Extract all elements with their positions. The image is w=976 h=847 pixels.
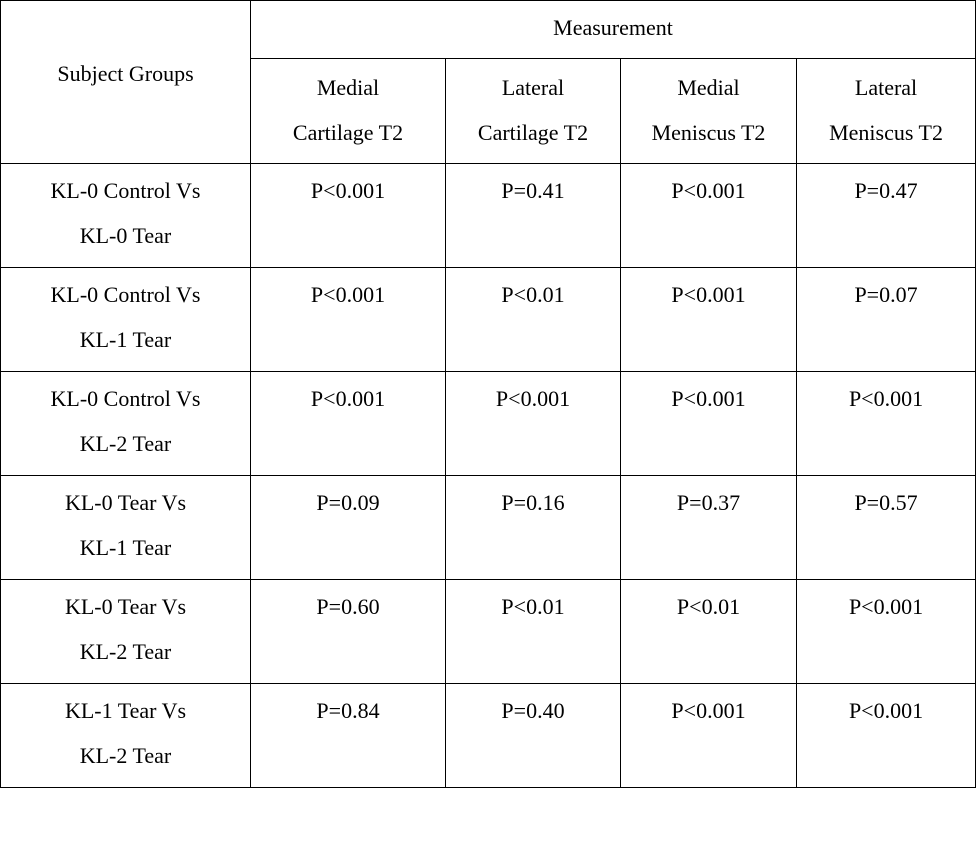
value-cell: P<0.001 [797,372,976,476]
value-cell: P<0.001 [446,372,621,476]
subject-groups-header: Subject Groups [1,1,251,164]
group-cell [1,476,251,580]
value-cell: P<0.001 [621,268,797,372]
measurement-header: Measurement [251,1,976,59]
value-cell: P<0.01 [446,580,621,684]
value-cell: P<0.001 [797,580,976,684]
value-cell: P=0.60 [251,580,446,684]
column-header-line: Lateral [501,75,565,100]
column-header-line: Cartilage T2 [292,120,404,145]
group-cell [1,684,251,788]
value-cell: P=0.84 [251,684,446,788]
value-cell: P<0.001 [797,684,976,788]
column-header-line: Medial [677,75,740,100]
group-cell [1,164,251,268]
group-line: KL-1 Tear [79,535,172,560]
group-line: KL-1 Tear [79,327,172,352]
column-header-medial-cartilage [251,59,446,164]
group-line: KL-0 Control Vs [50,386,201,411]
group-line: KL-0 Tear [79,223,172,248]
group-line: KL-0 Tear Vs [64,490,187,515]
value-cell: P=0.41 [446,164,621,268]
group-line: KL-0 Tear Vs [64,594,187,619]
column-header-line: Medial [316,75,380,100]
column-header-line: Cartilage T2 [477,120,589,145]
value-cell: P=0.09 [251,476,446,580]
value-cell: P<0.001 [251,164,446,268]
value-cell: P<0.001 [621,684,797,788]
table-row [1,164,976,268]
column-header-medial-meniscus [621,59,797,164]
header-row-top [1,1,976,59]
value-cell: P<0.01 [621,580,797,684]
value-cell: P<0.001 [621,372,797,476]
table-row [1,372,976,476]
table-header [1,1,976,164]
column-header-lateral-meniscus [797,59,976,164]
group-line: KL-2 Tear [79,639,172,664]
group-cell [1,372,251,476]
value-cell: P=0.57 [797,476,976,580]
value-cell: P=0.47 [797,164,976,268]
value-cell: P=0.40 [446,684,621,788]
group-line: KL-0 Control Vs [50,282,201,307]
column-header-lateral-cartilage [446,59,621,164]
group-line: KL-2 Tear [79,431,172,456]
column-header-line: Lateral [854,75,918,100]
column-header-line: Meniscus T2 [651,120,766,145]
table-row [1,476,976,580]
value-cell: P<0.001 [251,372,446,476]
group-line: KL-0 Control Vs [50,178,201,203]
group-line: KL-1 Tear Vs [64,698,187,723]
table-row [1,684,976,788]
group-line: KL-2 Tear [79,743,172,768]
value-cell: P<0.01 [446,268,621,372]
group-cell [1,580,251,684]
value-cell: P=0.37 [621,476,797,580]
table-row [1,268,976,372]
value-cell: P=0.07 [797,268,976,372]
value-cell: P<0.001 [621,164,797,268]
value-cell: P<0.001 [251,268,446,372]
value-cell: P=0.16 [446,476,621,580]
column-header-line: Meniscus T2 [829,120,943,145]
table-body [1,164,976,788]
table-row [1,580,976,684]
group-cell [1,268,251,372]
